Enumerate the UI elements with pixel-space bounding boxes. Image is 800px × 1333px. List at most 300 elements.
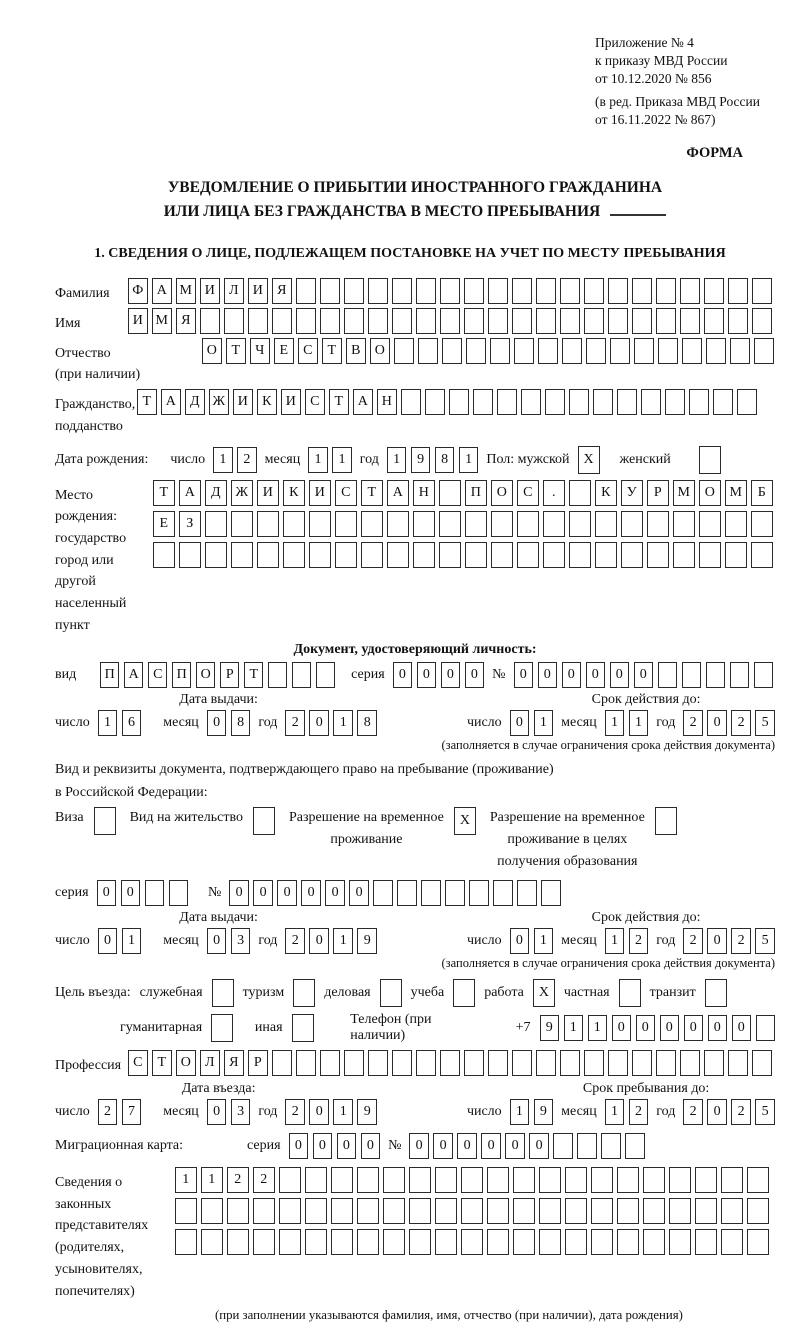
char-box[interactable] [179,542,201,568]
char-box[interactable] [728,278,748,304]
char-box[interactable]: 0 [325,880,345,906]
char-box[interactable]: 5 [755,928,775,954]
char-box[interactable]: 0 [634,662,654,688]
char-box[interactable] [272,308,292,334]
char-box[interactable] [560,1050,580,1076]
char-box[interactable]: 1 [213,447,233,473]
char-box[interactable] [279,1167,301,1193]
char-box[interactable] [292,662,312,688]
char-box[interactable] [689,389,709,415]
char-box[interactable] [728,1050,748,1076]
char-box[interactable] [296,1050,316,1076]
char-box[interactable] [445,880,465,906]
char-box[interactable]: 0 [301,880,321,906]
char-box[interactable]: С [148,662,168,688]
char-box[interactable]: М [176,278,196,304]
char-box[interactable]: 1 [534,710,554,736]
char-box[interactable]: А [179,480,201,506]
char-box[interactable]: 1 [459,447,479,473]
char-box[interactable] [591,1167,613,1193]
char-box[interactable] [320,308,340,334]
char-box[interactable]: 1 [308,447,328,473]
char-box[interactable]: 1 [175,1167,197,1193]
checkbox-cell[interactable] [293,979,315,1007]
char-box[interactable]: 0 [707,710,727,736]
char-box[interactable] [397,880,417,906]
char-box[interactable] [656,278,676,304]
char-box[interactable] [756,1015,776,1041]
char-box[interactable]: 0 [229,880,249,906]
char-box[interactable]: Д [185,389,205,415]
char-box[interactable] [493,880,513,906]
char-box[interactable]: О [370,338,390,364]
char-box[interactable]: 0 [562,662,582,688]
char-box[interactable]: П [465,480,487,506]
char-box[interactable] [553,1133,573,1159]
char-box[interactable]: Н [413,480,435,506]
char-box[interactable] [680,1050,700,1076]
char-box[interactable]: С [128,1050,148,1076]
char-box[interactable] [584,308,604,334]
char-box[interactable]: К [595,480,617,506]
char-box[interactable] [253,1229,275,1255]
char-box[interactable]: 2 [285,928,305,954]
char-box[interactable] [565,1198,587,1224]
char-box[interactable]: М [152,308,172,334]
char-box[interactable] [465,511,487,537]
char-box[interactable] [647,511,669,537]
char-box[interactable] [435,1167,457,1193]
char-box[interactable] [543,511,565,537]
char-box[interactable]: 0 [505,1133,525,1159]
char-box[interactable]: 0 [586,662,606,688]
char-box[interactable]: Е [274,338,294,364]
char-box[interactable] [320,278,340,304]
char-box[interactable]: П [100,662,120,688]
char-box[interactable]: 0 [98,928,118,954]
char-box[interactable] [617,1167,639,1193]
char-box[interactable] [517,511,539,537]
char-box[interactable] [643,1198,665,1224]
char-box[interactable]: 2 [98,1099,118,1125]
char-box[interactable] [205,511,227,537]
char-box[interactable]: И [281,389,301,415]
char-box[interactable] [425,389,445,415]
char-box[interactable] [320,1050,340,1076]
char-box[interactable]: 1 [122,928,142,954]
char-box[interactable] [227,1229,249,1255]
char-box[interactable]: 2 [253,1167,275,1193]
char-box[interactable] [725,511,747,537]
char-box[interactable]: Т [361,480,383,506]
char-box[interactable]: 1 [605,1099,625,1125]
char-box[interactable] [625,1133,645,1159]
char-box[interactable] [665,389,685,415]
char-box[interactable]: 0 [510,928,530,954]
char-box[interactable] [621,542,643,568]
char-box[interactable]: В [346,338,366,364]
char-box[interactable]: 0 [538,662,558,688]
char-box[interactable]: 2 [731,1099,751,1125]
char-box[interactable]: 2 [731,928,751,954]
char-box[interactable] [439,542,461,568]
char-box[interactable] [268,662,288,688]
char-box[interactable]: 0 [457,1133,477,1159]
checkbox-cell[interactable] [380,979,402,1007]
char-box[interactable]: Т [244,662,264,688]
char-box[interactable] [200,308,220,334]
checkbox-cell[interactable] [292,1014,314,1042]
char-box[interactable]: Т [137,389,157,415]
char-box[interactable] [512,1050,532,1076]
char-box[interactable] [435,1198,457,1224]
char-box[interactable]: У [621,480,643,506]
char-box[interactable]: П [172,662,192,688]
char-box[interactable]: 0 [289,1133,309,1159]
char-box[interactable] [145,880,165,906]
char-box[interactable]: 1 [387,447,407,473]
char-box[interactable] [754,338,774,364]
char-box[interactable] [368,308,388,334]
checkbox-cell[interactable]: X [578,446,600,474]
char-box[interactable]: М [725,480,747,506]
char-box[interactable] [175,1198,197,1224]
char-box[interactable] [752,1050,772,1076]
char-box[interactable]: 1 [333,710,353,736]
char-box[interactable] [695,1198,717,1224]
char-box[interactable]: 1 [333,928,353,954]
char-box[interactable] [569,480,591,506]
char-box[interactable] [205,542,227,568]
char-box[interactable] [464,308,484,334]
char-box[interactable] [231,511,253,537]
char-box[interactable] [617,1229,639,1255]
char-box[interactable] [569,542,591,568]
char-box[interactable] [593,389,613,415]
char-box[interactable] [487,1167,509,1193]
char-box[interactable]: 0 [207,928,227,954]
char-box[interactable]: 1 [605,710,625,736]
char-box[interactable] [469,880,489,906]
checkbox-cell[interactable] [705,979,727,1007]
char-box[interactable] [401,389,421,415]
char-box[interactable]: 0 [707,1099,727,1125]
char-box[interactable]: Ж [231,480,253,506]
char-box[interactable]: 0 [441,662,461,688]
char-box[interactable] [569,511,591,537]
char-box[interactable] [305,1229,327,1255]
char-box[interactable] [536,308,556,334]
checkbox-cell[interactable] [212,979,234,1007]
char-box[interactable] [713,389,733,415]
char-box[interactable]: И [309,480,331,506]
char-box[interactable] [392,308,412,334]
char-box[interactable] [439,511,461,537]
char-box[interactable] [695,1229,717,1255]
char-box[interactable]: 1 [629,710,649,736]
char-box[interactable]: 9 [534,1099,554,1125]
char-box[interactable]: Л [200,1050,220,1076]
char-box[interactable] [416,278,436,304]
char-box[interactable] [754,662,774,688]
char-box[interactable]: 0 [433,1133,453,1159]
char-box[interactable]: 0 [481,1133,501,1159]
char-box[interactable] [517,542,539,568]
char-box[interactable]: 0 [309,1099,329,1125]
char-box[interactable] [331,1229,353,1255]
char-box[interactable]: 1 [588,1015,608,1041]
char-box[interactable] [357,1198,379,1224]
char-box[interactable] [283,511,305,537]
char-box[interactable] [383,1167,405,1193]
char-box[interactable] [487,1198,509,1224]
char-box[interactable] [601,1133,621,1159]
char-box[interactable]: И [128,308,148,334]
char-box[interactable]: Т [329,389,349,415]
char-box[interactable] [383,1198,405,1224]
char-box[interactable] [543,542,565,568]
char-box[interactable] [595,542,617,568]
char-box[interactable] [257,511,279,537]
char-box[interactable] [153,542,175,568]
char-box[interactable] [699,511,721,537]
char-box[interactable]: Ч [250,338,270,364]
char-box[interactable]: 6 [122,710,142,736]
char-box[interactable] [747,1198,769,1224]
checkbox-cell[interactable] [253,807,275,835]
char-box[interactable] [752,278,772,304]
char-box[interactable] [473,389,493,415]
char-box[interactable] [421,880,441,906]
char-box[interactable] [513,1198,535,1224]
char-box[interactable]: А [152,278,172,304]
char-box[interactable]: Р [647,480,669,506]
checkbox-cell[interactable] [94,807,116,835]
char-box[interactable]: 0 [337,1133,357,1159]
char-box[interactable]: 0 [207,710,227,736]
char-box[interactable] [536,278,556,304]
char-box[interactable] [387,542,409,568]
char-box[interactable]: 2 [237,447,257,473]
char-box[interactable]: 0 [417,662,437,688]
char-box[interactable] [721,1198,743,1224]
char-box[interactable]: Я [272,278,292,304]
char-box[interactable]: 1 [201,1167,223,1193]
char-box[interactable]: 0 [313,1133,333,1159]
char-box[interactable] [658,662,678,688]
char-box[interactable]: 2 [683,928,703,954]
char-box[interactable] [497,389,517,415]
char-box[interactable] [656,1050,676,1076]
char-box[interactable] [608,278,628,304]
char-box[interactable] [361,511,383,537]
char-box[interactable] [591,1229,613,1255]
char-box[interactable] [569,389,589,415]
char-box[interactable] [539,1167,561,1193]
char-box[interactable] [608,308,628,334]
char-box[interactable]: 0 [529,1133,549,1159]
char-box[interactable] [680,308,700,334]
char-box[interactable] [632,1050,652,1076]
char-box[interactable] [344,1050,364,1076]
char-box[interactable] [617,389,637,415]
char-box[interactable] [539,1229,561,1255]
char-box[interactable]: Е [153,511,175,537]
char-box[interactable]: И [257,480,279,506]
char-box[interactable]: 2 [285,1099,305,1125]
char-box[interactable]: 1 [333,1099,353,1125]
char-box[interactable]: Н [377,389,397,415]
char-box[interactable]: 2 [285,710,305,736]
char-box[interactable] [331,1198,353,1224]
char-box[interactable]: 7 [122,1099,142,1125]
char-box[interactable]: 0 [309,928,329,954]
char-box[interactable] [169,880,189,906]
char-box[interactable]: К [257,389,277,415]
char-box[interactable]: И [233,389,253,415]
char-box[interactable] [357,1167,379,1193]
char-box[interactable]: 0 [610,662,630,688]
char-box[interactable]: Т [153,480,175,506]
char-box[interactable] [201,1198,223,1224]
char-box[interactable] [466,338,486,364]
char-box[interactable] [440,278,460,304]
char-box[interactable]: 1 [510,1099,530,1125]
char-box[interactable] [488,1050,508,1076]
char-box[interactable] [416,308,436,334]
char-box[interactable] [465,542,487,568]
char-box[interactable]: 0 [660,1015,680,1041]
char-box[interactable]: Я [176,308,196,334]
char-box[interactable] [461,1229,483,1255]
checkbox-cell[interactable] [619,979,641,1007]
char-box[interactable] [257,542,279,568]
char-box[interactable] [682,662,702,688]
char-box[interactable] [368,278,388,304]
char-box[interactable]: О [202,338,222,364]
char-box[interactable]: 2 [227,1167,249,1193]
char-box[interactable]: 0 [277,880,297,906]
char-box[interactable]: 0 [349,880,369,906]
char-box[interactable] [305,1198,327,1224]
char-box[interactable] [704,1050,724,1076]
char-box[interactable]: 0 [732,1015,752,1041]
char-box[interactable] [643,1167,665,1193]
char-box[interactable]: Б [751,480,773,506]
char-box[interactable] [643,1229,665,1255]
char-box[interactable] [439,480,461,506]
char-box[interactable] [316,662,336,688]
char-box[interactable] [647,542,669,568]
char-box[interactable]: 0 [514,662,534,688]
char-box[interactable]: К [283,480,305,506]
char-box[interactable]: С [305,389,325,415]
char-box[interactable] [464,278,484,304]
char-box[interactable]: 2 [731,710,751,736]
char-box[interactable] [435,1229,457,1255]
char-box[interactable]: 0 [707,928,727,954]
char-box[interactable] [296,278,316,304]
char-box[interactable] [272,1050,292,1076]
char-box[interactable] [586,338,606,364]
char-box[interactable] [344,278,364,304]
char-box[interactable] [305,1167,327,1193]
char-box[interactable]: 9 [540,1015,560,1041]
char-box[interactable]: О [196,662,216,688]
char-box[interactable]: 9 [357,928,377,954]
char-box[interactable] [669,1198,691,1224]
char-box[interactable] [706,338,726,364]
char-box[interactable]: Т [226,338,246,364]
char-box[interactable] [632,308,652,334]
char-box[interactable] [335,542,357,568]
char-box[interactable] [440,308,460,334]
char-box[interactable] [309,511,331,537]
char-box[interactable]: Ф [128,278,148,304]
char-box[interactable] [680,278,700,304]
char-box[interactable]: А [387,480,409,506]
char-box[interactable] [695,1167,717,1193]
char-box[interactable]: Д [205,480,227,506]
char-box[interactable]: И [248,278,268,304]
char-box[interactable]: 0 [393,662,413,688]
char-box[interactable] [461,1198,483,1224]
char-box[interactable]: 0 [684,1015,704,1041]
char-box[interactable] [730,338,750,364]
char-box[interactable] [747,1229,769,1255]
char-box[interactable] [409,1229,431,1255]
char-box[interactable] [669,1167,691,1193]
char-box[interactable] [682,338,702,364]
char-box[interactable] [409,1198,431,1224]
char-box[interactable] [491,542,513,568]
char-box[interactable]: 0 [309,710,329,736]
char-box[interactable] [357,1229,379,1255]
char-box[interactable] [521,389,541,415]
char-box[interactable] [584,278,604,304]
char-box[interactable] [283,542,305,568]
char-box[interactable]: 8 [231,710,251,736]
char-box[interactable] [751,542,773,568]
checkbox-cell[interactable]: X [533,979,555,1007]
char-box[interactable]: . [543,480,565,506]
char-box[interactable]: 0 [636,1015,656,1041]
char-box[interactable]: 0 [97,880,117,906]
char-box[interactable]: 2 [629,928,649,954]
char-box[interactable] [175,1229,197,1255]
char-box[interactable] [461,1167,483,1193]
char-box[interactable] [513,1229,535,1255]
char-box[interactable]: 1 [534,928,554,954]
char-box[interactable] [335,511,357,537]
char-box[interactable]: 5 [755,710,775,736]
char-box[interactable] [394,338,414,364]
char-box[interactable]: О [491,480,513,506]
char-box[interactable] [361,542,383,568]
char-box[interactable] [512,278,532,304]
char-box[interactable] [673,511,695,537]
char-box[interactable]: 3 [231,928,251,954]
char-box[interactable]: 0 [465,662,485,688]
char-box[interactable] [368,1050,388,1076]
checkbox-cell[interactable] [655,807,677,835]
char-box[interactable] [227,1198,249,1224]
char-box[interactable] [641,389,661,415]
char-box[interactable] [279,1229,301,1255]
char-box[interactable]: О [176,1050,196,1076]
char-box[interactable]: 0 [510,710,530,736]
char-box[interactable]: Т [322,338,342,364]
